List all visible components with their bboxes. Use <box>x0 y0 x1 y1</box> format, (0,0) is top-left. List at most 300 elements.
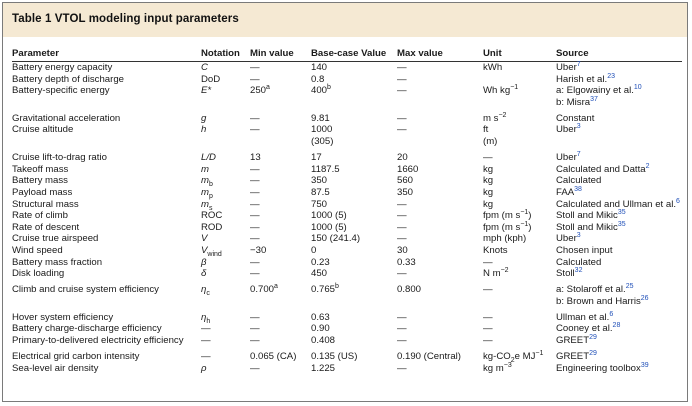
cell-notation <box>201 233 250 245</box>
cell-base <box>311 124 397 147</box>
cell-notation <box>201 164 250 176</box>
cell-parameter <box>12 257 201 269</box>
parameter-text: Structural mass <box>12 198 79 210</box>
min-superscript: a <box>266 84 270 91</box>
notation-text: β <box>201 256 207 268</box>
cell-unit <box>483 164 556 176</box>
table-row <box>12 124 682 147</box>
source-text: Uber <box>556 124 577 136</box>
cell-notation <box>201 85 250 108</box>
parameter-text: Battery mass fraction <box>12 256 103 268</box>
cell-max <box>397 148 483 164</box>
cell-max <box>397 347 483 363</box>
cell-parameter <box>12 85 201 108</box>
cell-unit <box>483 268 556 280</box>
cell-min <box>250 233 311 245</box>
max-value: — <box>397 124 407 136</box>
cell-source <box>556 108 682 124</box>
cell-base <box>311 245 397 257</box>
cell-unit <box>483 74 556 86</box>
notation-text: V <box>201 244 208 256</box>
cell-max <box>397 187 483 199</box>
cell-base <box>311 74 397 86</box>
cell-max <box>397 199 483 211</box>
cell-unit <box>483 108 556 124</box>
cell-base <box>311 210 397 222</box>
title-bar <box>3 3 687 37</box>
parameter-text: Battery mass <box>12 175 68 187</box>
source-reference-link[interactable]: 35 <box>617 208 626 216</box>
cell-max <box>397 164 483 176</box>
max-value: — <box>397 233 407 245</box>
max-value: 30 <box>397 244 408 256</box>
cell-source <box>556 363 682 375</box>
max-value: 560 <box>397 175 414 187</box>
cell-max <box>397 62 483 74</box>
table-body <box>12 62 682 375</box>
min-value: — <box>250 198 260 210</box>
cell-source <box>556 85 682 108</box>
source-text: GREET <box>556 351 590 363</box>
cell-source <box>556 124 682 147</box>
table-row <box>12 323 682 335</box>
cell-min <box>250 210 311 222</box>
cell-base <box>311 307 397 323</box>
cell-unit <box>483 363 556 375</box>
source-reference-link[interactable]: 6 <box>676 197 680 205</box>
cell-notation <box>201 210 250 222</box>
base-value: 0.90 <box>311 323 330 335</box>
unit-subscript: 2 <box>510 357 515 365</box>
unit-text: fpm (m s <box>483 210 521 222</box>
cell-unit <box>483 175 556 187</box>
base-value: 400 <box>311 85 328 97</box>
max-value: — <box>397 268 407 280</box>
min-value: — <box>250 268 260 280</box>
source-text: Calculated and Ullman et al. <box>556 198 676 210</box>
cell-source <box>556 148 682 164</box>
cell-base <box>311 347 397 363</box>
cell-parameter <box>12 347 201 363</box>
unit-text: — <box>483 323 493 335</box>
cell-parameter <box>12 222 201 234</box>
max-value: — <box>397 335 407 347</box>
cell-max <box>397 268 483 280</box>
notation-text: — <box>201 335 211 347</box>
unit-text: ft <box>483 124 489 136</box>
cell-base <box>311 164 397 176</box>
cell-source <box>556 62 682 74</box>
unit-text-tail: ) <box>528 221 532 233</box>
cell-max <box>397 280 483 308</box>
cell-notation <box>201 199 250 211</box>
source-reference-link[interactable]: 7 <box>576 150 581 158</box>
min-value: 250 <box>250 85 267 97</box>
parameter-text: Takeoff mass <box>12 163 69 175</box>
unit-text: mph (kph) <box>483 233 527 245</box>
table-row <box>12 148 682 164</box>
notation-subscript: p <box>209 192 213 200</box>
cell-parameter <box>12 233 201 245</box>
cell-min <box>250 280 311 308</box>
cell-base <box>311 268 397 280</box>
cell-unit <box>483 347 556 363</box>
unit-text: fpm (m s <box>483 221 521 233</box>
source-text: a: Stolaroff et al. <box>556 284 626 296</box>
source-reference-link[interactable]: 3 <box>576 232 581 240</box>
notation-text: L/D <box>201 152 216 164</box>
cell-max <box>397 307 483 323</box>
min-value: — <box>250 233 260 245</box>
cell-source <box>556 233 682 245</box>
cell-base <box>311 148 397 164</box>
notation-subscript: wind <box>207 250 222 258</box>
cell-base <box>311 199 397 211</box>
cell-source <box>556 74 682 86</box>
max-value: — <box>397 210 407 222</box>
source-reference-link[interactable]: 29 <box>589 349 597 357</box>
unit-superscript: −1 <box>510 84 519 91</box>
unit-text: — <box>483 284 493 296</box>
cell-parameter <box>12 74 201 86</box>
base-value: 750 <box>311 198 328 210</box>
cell-source <box>556 280 682 308</box>
table-row <box>12 74 682 86</box>
cell-max <box>397 363 483 375</box>
source-text: Calculated <box>556 256 602 268</box>
cell-parameter <box>12 268 201 280</box>
source-text: Harish et al. <box>556 73 608 85</box>
cell-max <box>397 245 483 257</box>
base-value: 150 (241.4) <box>311 233 361 245</box>
notation-text: — <box>201 323 211 335</box>
min-value: 0.065 (CA) <box>250 351 297 363</box>
base-superscript: b <box>335 283 339 290</box>
max-value: — <box>397 323 407 335</box>
base-value: 0.135 (US) <box>311 351 358 363</box>
table-row <box>12 268 682 280</box>
cell-min <box>250 175 311 187</box>
parameter-text: Hover system efficiency <box>12 311 114 323</box>
cell-notation <box>201 257 250 269</box>
cell-notation <box>201 74 250 86</box>
cell-max <box>397 222 483 234</box>
table-row <box>12 164 682 176</box>
max-value: — <box>397 311 407 323</box>
parameter-text: Battery energy capacity <box>12 62 113 73</box>
cell-notation <box>201 222 250 234</box>
cell-source <box>556 245 682 257</box>
max-value: — <box>397 198 407 210</box>
table-row <box>12 307 682 323</box>
cell-base <box>311 62 397 74</box>
min-value: — <box>250 323 260 335</box>
cell-min <box>250 347 311 363</box>
cell-base <box>311 280 397 308</box>
cell-min <box>250 164 311 176</box>
cell-parameter <box>12 280 201 308</box>
parameter-text: Disk loading <box>12 268 65 280</box>
cell-parameter <box>12 108 201 124</box>
parameter-text: Battery-specific energy <box>12 85 110 97</box>
cell-notation <box>201 268 250 280</box>
min-value: 0.700 <box>250 284 275 296</box>
table-row <box>12 363 682 375</box>
table-row <box>12 199 682 211</box>
cell-parameter <box>12 323 201 335</box>
cell-source <box>556 222 682 234</box>
cell-min <box>250 199 311 211</box>
cell-unit <box>483 307 556 323</box>
cell-base <box>311 323 397 335</box>
min-value: — <box>250 73 260 85</box>
source-text: GREET <box>556 335 590 347</box>
cell-notation <box>201 108 250 124</box>
unit-superscript: −2 <box>498 111 507 119</box>
source-text: Uber <box>556 62 577 73</box>
cell-parameter <box>12 175 201 187</box>
base-superscript: b <box>327 84 331 91</box>
source-reference-link[interactable]: 28 <box>612 322 621 330</box>
notation-text: ROD <box>201 221 223 233</box>
source-text: FAA <box>556 186 575 198</box>
table-row <box>12 347 682 363</box>
cell-unit <box>483 187 556 199</box>
source-reference-link[interactable]: 38 <box>574 185 582 193</box>
notation-text: m <box>201 175 209 187</box>
parameter-text: Sea-level air density <box>12 362 99 374</box>
source-text: a: Elgowainy et al. <box>556 85 634 97</box>
cell-base <box>311 222 397 234</box>
parameter-text: Primary-to-delivered electricity efficiency <box>12 335 184 347</box>
source-reference-link[interactable]: 35 <box>617 220 626 228</box>
cell-unit <box>483 323 556 335</box>
max-value: 0.33 <box>397 256 416 268</box>
cell-notation <box>201 335 250 347</box>
source-reference-link[interactable]: 32 <box>574 266 583 274</box>
table-frame <box>2 2 688 402</box>
notation-text: C <box>201 62 208 73</box>
notation-text: — <box>201 351 211 363</box>
source-reference-link[interactable]: 37 <box>590 95 598 103</box>
base-value: 87.5 <box>311 186 330 198</box>
max-value: — <box>397 112 407 124</box>
source-text: Cooney et al. <box>556 323 613 335</box>
notation-subscript: s <box>209 204 213 212</box>
cell-parameter <box>12 187 201 199</box>
cell-notation <box>201 323 250 335</box>
base-value: 1000 <box>311 124 333 136</box>
cell-parameter <box>12 363 201 375</box>
min-value: — <box>250 186 260 198</box>
cell-min <box>250 148 311 164</box>
cell-base <box>311 363 397 375</box>
cell-parameter <box>12 307 201 323</box>
source-text: Stoll and Mikic <box>556 210 618 222</box>
unit-text: — <box>483 311 493 323</box>
unit-superscript: −1 <box>535 349 544 357</box>
header-max: Max value <box>397 47 483 62</box>
source-reference-link[interactable]: 26 <box>640 294 649 302</box>
cell-unit <box>483 280 556 308</box>
base-value: 1187.5 <box>311 163 340 175</box>
min-value: — <box>250 256 260 268</box>
parameter-text: Wind speed <box>12 244 63 256</box>
base-value: 1.225 <box>311 362 336 374</box>
notation-text: DoD <box>201 73 221 85</box>
table-row <box>12 245 682 257</box>
max-value: 20 <box>397 152 408 164</box>
cell-min <box>250 245 311 257</box>
cell-parameter <box>12 199 201 211</box>
cell-parameter <box>12 148 201 164</box>
cell-unit <box>483 62 556 74</box>
unit-text: Wh kg <box>483 85 511 97</box>
source-text-2: b: Misra <box>556 96 591 108</box>
notation-subscript: b <box>209 181 213 189</box>
unit-text: kg <box>483 186 494 198</box>
header-row <box>12 47 682 62</box>
unit-text: kg <box>483 175 494 187</box>
base-value: 0 <box>311 244 317 256</box>
notation-subscript: h <box>206 317 211 325</box>
cell-source <box>556 268 682 280</box>
cell-max <box>397 85 483 108</box>
cell-notation <box>201 347 250 363</box>
header-parameter: Parameter <box>12 47 201 62</box>
unit-text: kWh <box>483 62 503 73</box>
notation-text: E* <box>201 85 212 97</box>
source-text: Uber <box>556 233 577 245</box>
min-value: −30 <box>250 244 267 256</box>
cell-source <box>556 323 682 335</box>
source-reference-link[interactable]: 25 <box>625 283 634 290</box>
cell-notation <box>201 187 250 199</box>
table-row <box>12 210 682 222</box>
cell-parameter <box>12 335 201 347</box>
notation-text: ROC <box>201 210 223 222</box>
parameter-text: Climb and cruise system efficiency <box>12 284 159 296</box>
cell-max <box>397 323 483 335</box>
min-value: — <box>250 62 260 73</box>
notation-text: g <box>201 112 207 124</box>
cell-min <box>250 363 311 375</box>
source-text: Stoll and Mikic <box>556 221 618 233</box>
unit-text: kg <box>483 163 494 175</box>
source-reference-link[interactable]: 3 <box>576 123 581 131</box>
cell-unit <box>483 245 556 257</box>
cell-base <box>311 175 397 187</box>
parameter-text: Battery charge-discharge efficiency <box>12 323 162 335</box>
max-value: — <box>397 62 407 73</box>
max-value: — <box>397 85 407 97</box>
unit-text: — <box>483 335 493 347</box>
cell-min <box>250 85 311 108</box>
cell-min <box>250 268 311 280</box>
cell-max <box>397 74 483 86</box>
cell-unit <box>483 222 556 234</box>
cell-min <box>250 257 311 269</box>
source-text: Chosen input <box>556 244 613 256</box>
unit-text: Knots <box>483 244 508 256</box>
parameter-text: Cruise altitude <box>12 124 74 136</box>
source-reference-link[interactable]: 10 <box>633 84 642 91</box>
base-value: 450 <box>311 268 328 280</box>
cell-source <box>556 335 682 347</box>
base-value: 17 <box>311 152 322 164</box>
cell-base <box>311 335 397 347</box>
source-reference-link[interactable]: 39 <box>640 361 649 369</box>
source-reference-link[interactable]: 2 <box>645 162 650 170</box>
cell-max <box>397 335 483 347</box>
table-row <box>12 85 682 108</box>
parameter-text: Rate of descent <box>12 221 80 233</box>
unit-text: kg m <box>483 362 504 374</box>
parameter-text: Rate of climb <box>12 210 68 222</box>
cell-unit <box>483 148 556 164</box>
notation-subscript: c <box>206 290 210 298</box>
cell-base <box>311 233 397 245</box>
table-row <box>12 222 682 234</box>
min-value: — <box>250 112 260 124</box>
table-row <box>12 187 682 199</box>
source-text: Uber <box>556 152 577 164</box>
min-value: — <box>250 221 260 233</box>
min-superscript: a <box>274 283 278 290</box>
unit-text: — <box>483 152 493 164</box>
source-text: Calculated and Datta <box>556 163 646 175</box>
cell-max <box>397 210 483 222</box>
cell-base <box>311 187 397 199</box>
table-row <box>12 280 682 308</box>
max-value: — <box>397 362 407 374</box>
source-text: Constant <box>556 112 595 124</box>
source-text: Ullman et al. <box>556 311 610 323</box>
unit-text: — <box>483 256 493 268</box>
notation-text: η <box>201 311 207 323</box>
unit-superscript: −3 <box>503 361 512 369</box>
cell-base <box>311 85 397 108</box>
base-value: 0.765 <box>311 284 336 296</box>
source-reference-link[interactable]: 6 <box>609 310 614 318</box>
table-row <box>12 335 682 347</box>
source-reference-link[interactable]: 7 <box>576 60 581 68</box>
cell-unit <box>483 124 556 147</box>
cell-max <box>397 257 483 269</box>
source-reference-link[interactable]: 23 <box>607 72 615 80</box>
min-value: — <box>250 175 260 187</box>
cell-max <box>397 124 483 147</box>
source-text-2: b: Brown and Harris <box>556 295 641 307</box>
cell-unit <box>483 335 556 347</box>
cell-min <box>250 307 311 323</box>
source-reference-link[interactable]: 29 <box>589 333 597 341</box>
cell-min <box>250 187 311 199</box>
cell-notation <box>201 363 250 375</box>
cell-notation <box>201 245 250 257</box>
parameter-text: Battery depth of discharge <box>12 73 124 85</box>
cell-min <box>250 74 311 86</box>
min-value: — <box>250 210 260 222</box>
source-text: Calculated <box>556 175 602 187</box>
unit-text-alt: (m) <box>483 136 498 148</box>
min-value: — <box>250 311 260 323</box>
min-value: — <box>250 163 260 175</box>
notation-text: m <box>201 198 209 210</box>
header-source: Source <box>556 47 682 62</box>
cell-source <box>556 164 682 176</box>
cell-base <box>311 257 397 269</box>
